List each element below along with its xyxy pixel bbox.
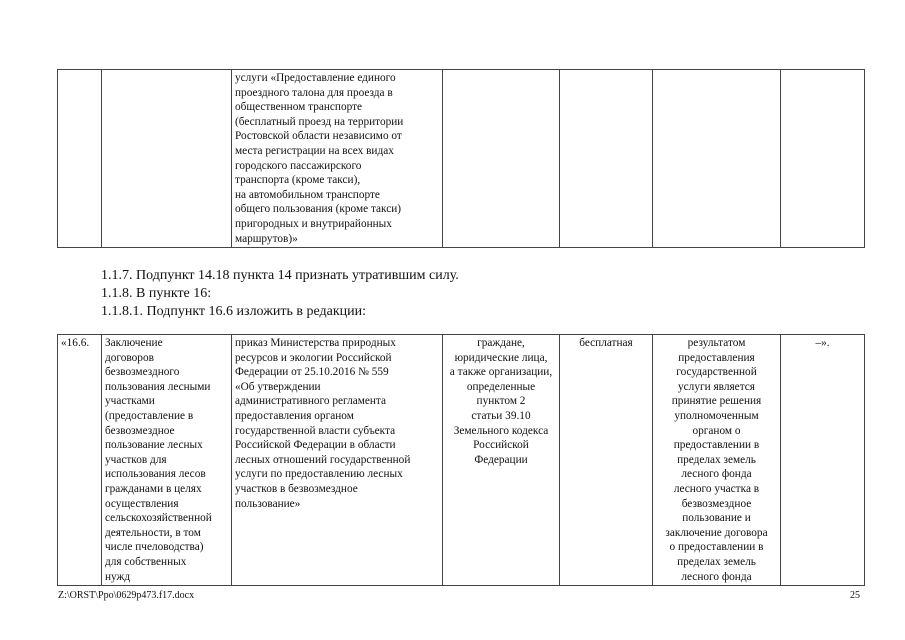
text-line: принятие решения bbox=[671, 395, 762, 408]
text-line: лесного участка в bbox=[673, 482, 760, 495]
cell-number: «16.6. bbox=[58, 335, 102, 586]
text-line: статьи 39.10 bbox=[471, 409, 531, 422]
text-line: общественном транспорте bbox=[235, 101, 363, 114]
text-line: результатом bbox=[687, 337, 746, 349]
text-line: осуществления bbox=[105, 497, 179, 510]
text-line: пределах земель bbox=[677, 453, 756, 466]
text-line: нужд bbox=[105, 570, 131, 583]
text-line: проездного талона для проезда в bbox=[235, 86, 393, 99]
cell-number bbox=[58, 70, 102, 248]
text-line: услуги является bbox=[678, 380, 755, 393]
cell-last bbox=[781, 70, 865, 248]
text-line: гражданами в целях bbox=[105, 482, 202, 495]
cell-applicants bbox=[443, 335, 560, 586]
text-line: числе пчеловодства) bbox=[105, 541, 204, 554]
text-line: деятельности, в том bbox=[105, 526, 201, 539]
text-line: лесного фонда bbox=[681, 468, 752, 481]
text-line: органом о bbox=[692, 424, 741, 437]
text-line: пунктом 2 bbox=[476, 395, 526, 408]
text-line: маршрутов)» bbox=[235, 232, 298, 245]
text-line: безвозмездное bbox=[105, 424, 175, 437]
text-line: предоставления органом bbox=[235, 409, 354, 422]
text-line: безвозмездного bbox=[105, 366, 180, 379]
text-line: предоставлении в bbox=[673, 439, 760, 452]
text-line: пользование» bbox=[235, 497, 301, 510]
text-line: Федерации от 25.10.2016 № 559 bbox=[235, 366, 389, 379]
text-line: транспорта (кроме такси), bbox=[235, 174, 361, 187]
text-line: Земельного кодекса bbox=[453, 424, 549, 437]
subparagraph-table bbox=[57, 334, 865, 586]
page-number: 25 bbox=[850, 590, 860, 601]
text-line: общего пользования (кроме такси) bbox=[235, 203, 402, 216]
cell-service-text bbox=[232, 70, 443, 248]
paragraph-1-1-7: 1.1.7. Подпункт 14.18 пункта 14 признать утратившим силу. bbox=[101, 268, 459, 283]
text-line: пределах земель bbox=[677, 555, 756, 568]
text-line: юридические лица, bbox=[454, 351, 548, 364]
text-line: безвозмездное bbox=[681, 497, 752, 510]
text-line: пользование лесных bbox=[105, 439, 203, 452]
text-line: на автомобильном транспорте bbox=[235, 188, 380, 201]
text-line: участков в безвозмездное bbox=[235, 482, 358, 495]
text-line: участков для bbox=[105, 453, 167, 466]
text-line: заключение договора bbox=[665, 526, 768, 539]
text-line: пользования лесными bbox=[105, 380, 211, 393]
paragraph-1-1-8-1: 1.1.8.1. Подпункт 16.6 изложить в редакции: bbox=[101, 304, 367, 319]
cell-cost: бесплатная bbox=[560, 335, 653, 586]
text-line: ресурсов и экологии Российской bbox=[235, 351, 392, 364]
text-line: лесного фонда bbox=[681, 570, 752, 583]
text-line: государственной власти субъекта bbox=[235, 424, 396, 437]
text-line: государственной bbox=[676, 366, 757, 379]
text-line: пригородных и внутрирайонных bbox=[235, 217, 392, 230]
text-line: лесных отношений государственной bbox=[235, 453, 411, 466]
text-line: участками bbox=[105, 395, 155, 408]
text-line: о предоставлении в bbox=[669, 541, 764, 554]
text-line: места регистрации на всех видах bbox=[235, 144, 394, 157]
text-line: приказ Министерства природных bbox=[235, 337, 396, 349]
cell-name bbox=[102, 70, 232, 248]
text-line: Ростовской области независимо от bbox=[235, 130, 402, 143]
cell-result bbox=[653, 70, 781, 248]
cell-name bbox=[102, 335, 232, 586]
text-line: (бесплатный проезд на территории bbox=[235, 115, 404, 128]
text-line: Федерации bbox=[474, 453, 528, 466]
cell-cost bbox=[560, 70, 653, 248]
text-line: городского пассажирского bbox=[235, 159, 362, 172]
text-line: для собственных bbox=[105, 555, 187, 568]
text-line: использования лесов bbox=[105, 468, 206, 481]
text-line: определенные bbox=[466, 380, 536, 393]
text-line: пользование и bbox=[682, 512, 751, 525]
text-line: Российской bbox=[473, 439, 529, 452]
text-line: Заключение bbox=[105, 337, 163, 349]
text-line: Российской Федерации в области bbox=[235, 439, 396, 452]
text-line: услуги «Предоставление единого bbox=[235, 72, 396, 84]
text-line: «Об утверждении bbox=[235, 380, 321, 393]
cell-basis bbox=[232, 335, 443, 586]
text-line: а также организации, bbox=[449, 366, 553, 379]
text-line: предоставления bbox=[678, 351, 755, 364]
footer-file-path: Z:\ORST\Ppo\0629p473.f17.docx bbox=[58, 590, 195, 601]
cell-last: –». bbox=[781, 335, 865, 586]
text-line: услуги по предоставлению лесных bbox=[235, 468, 403, 481]
paragraph-1-1-8: 1.1.8. В пункте 16: bbox=[101, 286, 212, 301]
text-line: граждане, bbox=[477, 337, 525, 349]
continued-table bbox=[57, 69, 865, 248]
text-line: договоров bbox=[105, 351, 154, 364]
cell-result bbox=[653, 335, 781, 586]
cell-applicants bbox=[443, 70, 560, 248]
text-line: сельскохозяйственной bbox=[105, 512, 212, 525]
text-line: (предоставление в bbox=[105, 409, 194, 422]
text-line: административного регламента bbox=[235, 395, 387, 408]
text-line: уполномоченным bbox=[674, 409, 759, 422]
